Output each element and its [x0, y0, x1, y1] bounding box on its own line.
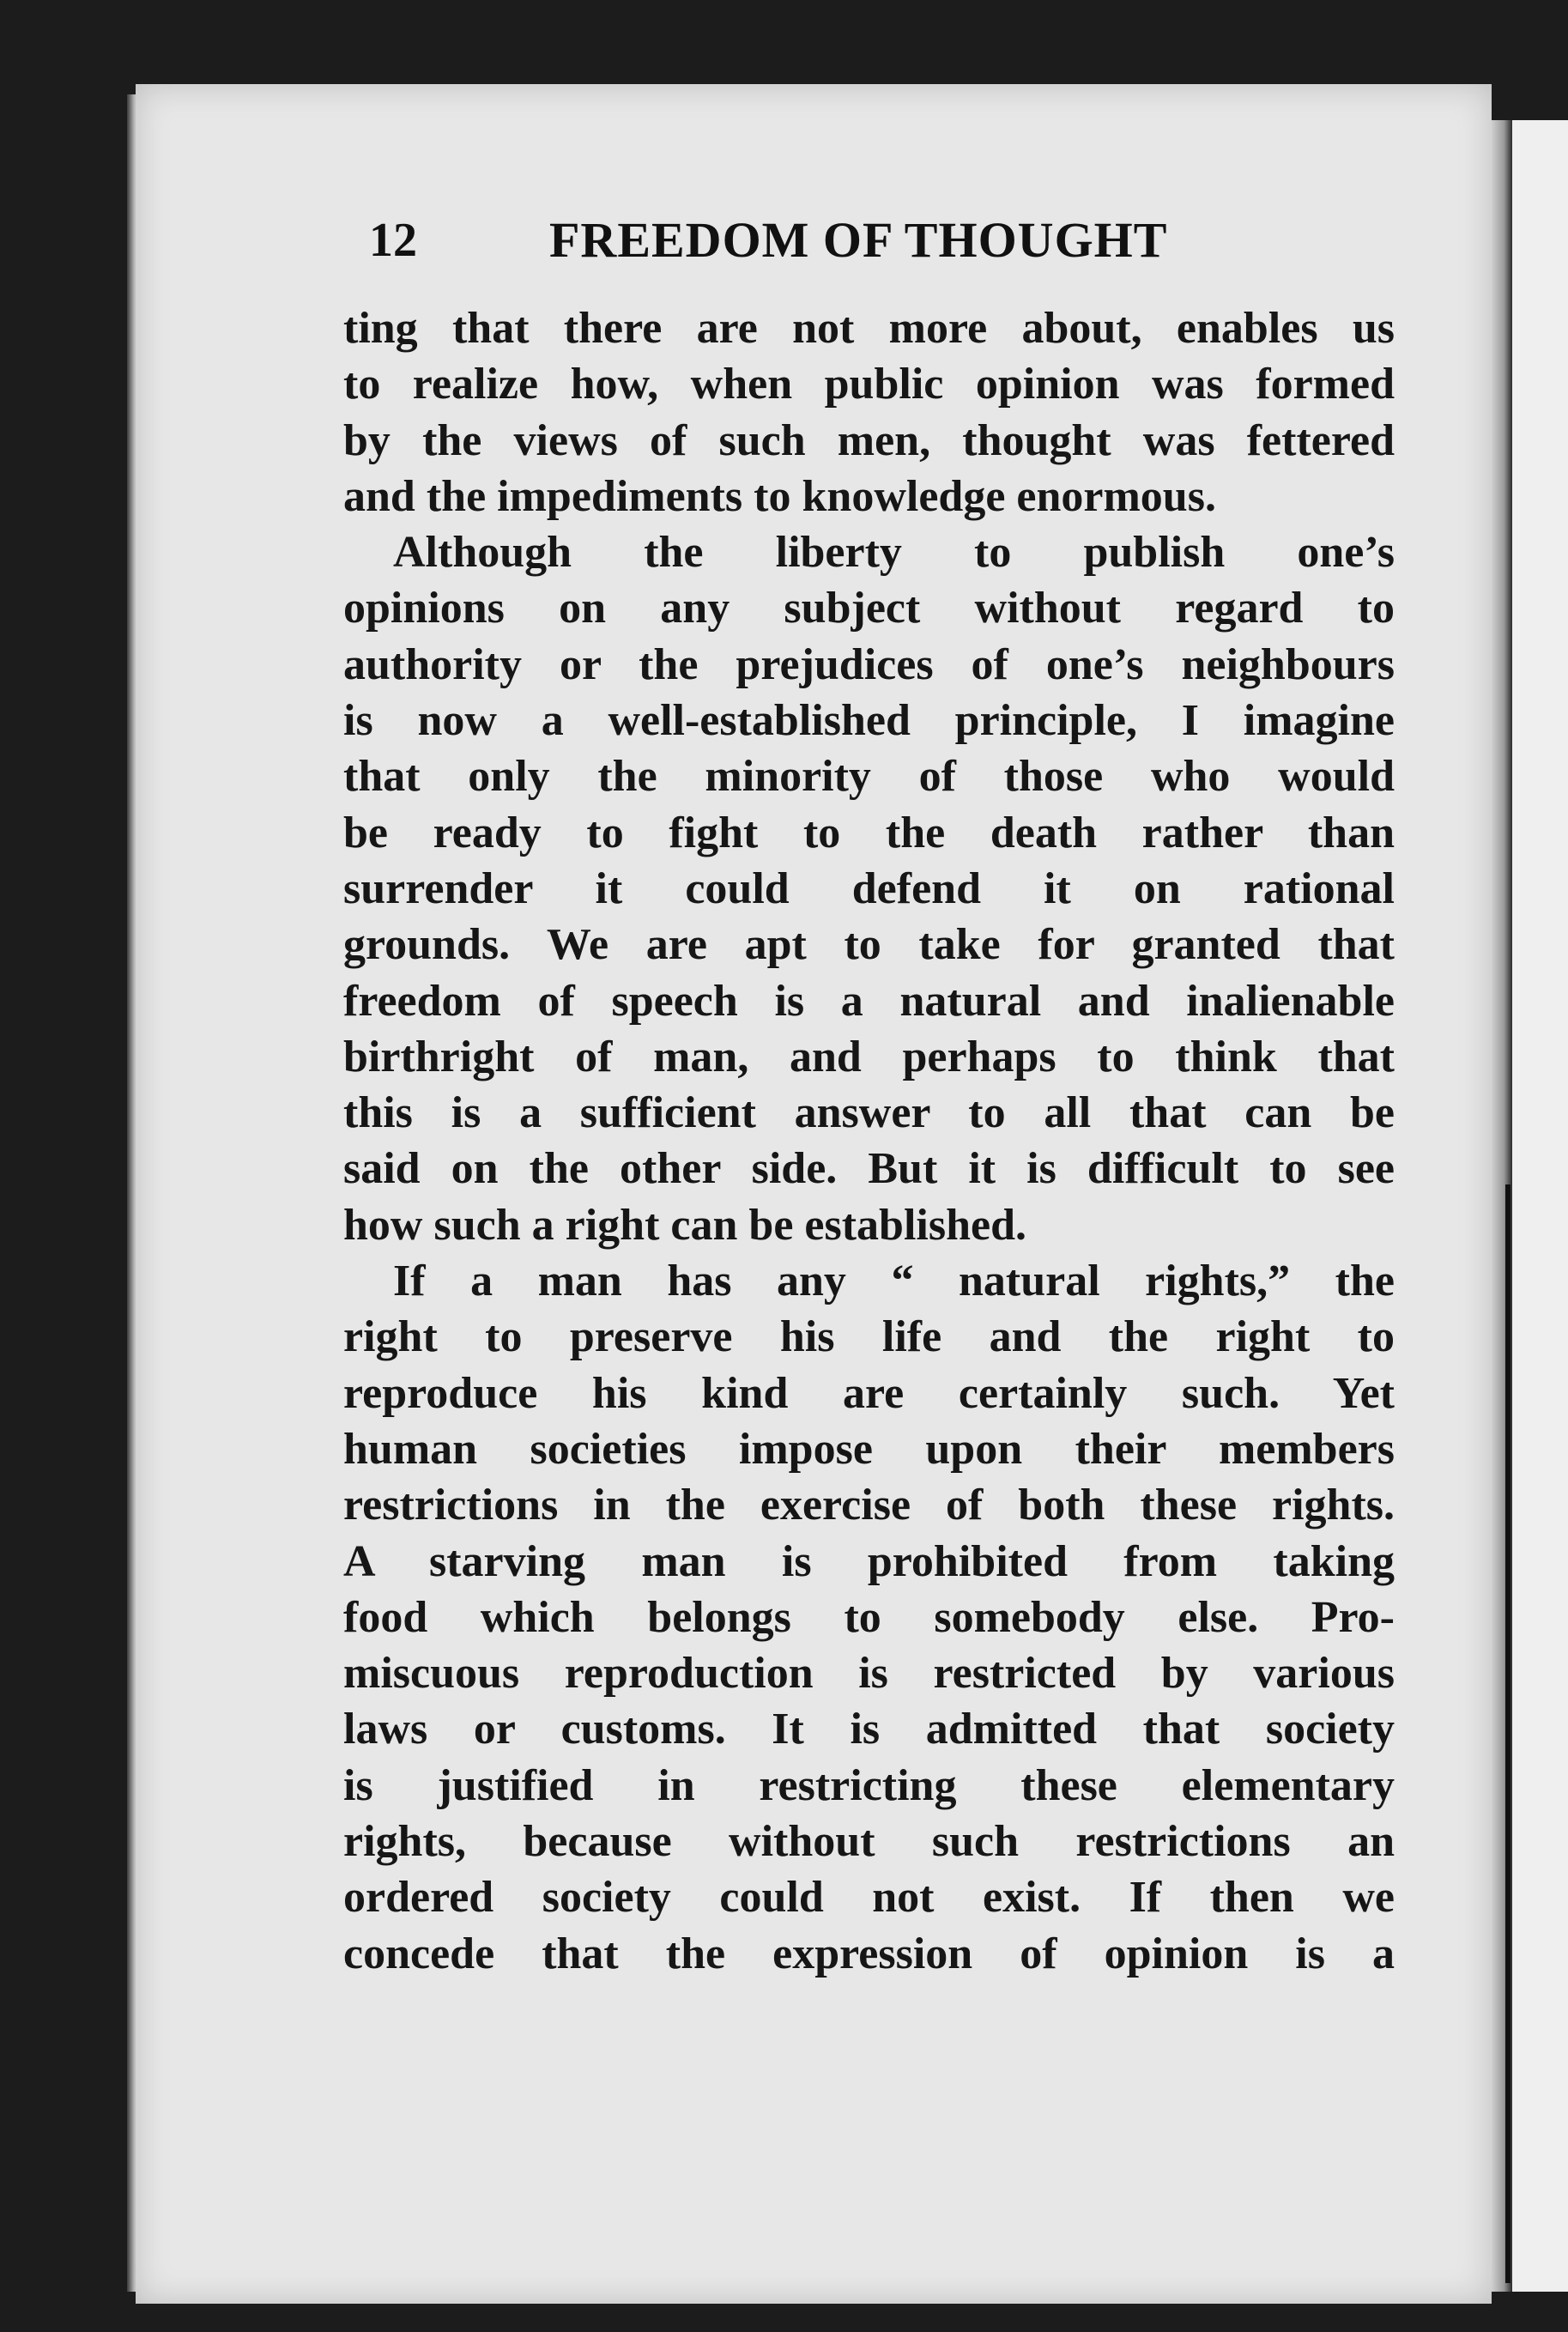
text-line: is justified in restricting these elementary	[343, 1760, 1395, 1810]
text-line: be ready to fight to the death rather than	[343, 808, 1395, 857]
text-line: A starving man is prohibited from taking	[343, 1536, 1395, 1586]
text-line: said on the other side. But it is difficult to see	[343, 1144, 1395, 1194]
text-line: right to preserve his life and the right to	[343, 1312, 1395, 1362]
running-title: FREEDOM OF THOUGHT	[549, 212, 1168, 268]
text-line: ordered society could not exist. If then we	[343, 1873, 1395, 1923]
text-line: authority or the prejudices of one’s neighbours	[343, 639, 1395, 689]
text-line: human societies impose upon their members	[343, 1424, 1395, 1474]
text-line: to realize how, when public opinion was formed	[343, 360, 1395, 409]
text-line: freedom of speech is a natural and inalienable	[343, 976, 1395, 1026]
page-number: 12	[369, 214, 417, 267]
running-head	[369, 206, 1227, 275]
text-line: If a man has any “ natural rights,” the	[393, 1257, 1395, 1306]
text-line: and the impediments to knowledge enormous.	[343, 471, 1216, 521]
text-line: opinions on any subject without regard to	[343, 584, 1395, 633]
text-line: how such a right can be established.	[343, 1200, 1026, 1250]
text-line: birthright of man, and perhaps to think that	[343, 1032, 1395, 1081]
text-line: ting that there are not more about, enables us	[343, 304, 1395, 353]
text-line: this is a sufficient answer to all that can be	[343, 1088, 1395, 1138]
text-line: miscuous reproduction is restricted by various	[343, 1649, 1395, 1699]
text-line: grounds. We are apt to take for granted that	[343, 920, 1395, 970]
text-line: by the views of such men, thought was fettered	[343, 415, 1395, 465]
text-line: rights, because without such restrictions an	[343, 1817, 1395, 1867]
text-line: Although the liberty to publish one’s	[393, 528, 1395, 578]
text-line: restrictions in the exercise of both these rights.	[343, 1481, 1395, 1530]
body-text	[343, 300, 1395, 1982]
adjacent-page-shadow	[1505, 1184, 1510, 2283]
text-line: reproduce his kind are certainly such. Yet	[343, 1368, 1395, 1418]
adjacent-page-strip	[1512, 120, 1568, 2292]
text-line: surrender it could defend it on rational	[343, 863, 1395, 913]
text-line: laws or customs. It is admitted that society	[343, 1705, 1395, 1754]
text-line: is now a well-established principle, I imagine	[343, 696, 1395, 746]
text-line: food which belongs to somebody else. Pro-	[343, 1592, 1395, 1642]
text-line: concede that the expression of opinion is a	[343, 1929, 1395, 1978]
text-line: that only the minority of those who would	[343, 752, 1395, 802]
